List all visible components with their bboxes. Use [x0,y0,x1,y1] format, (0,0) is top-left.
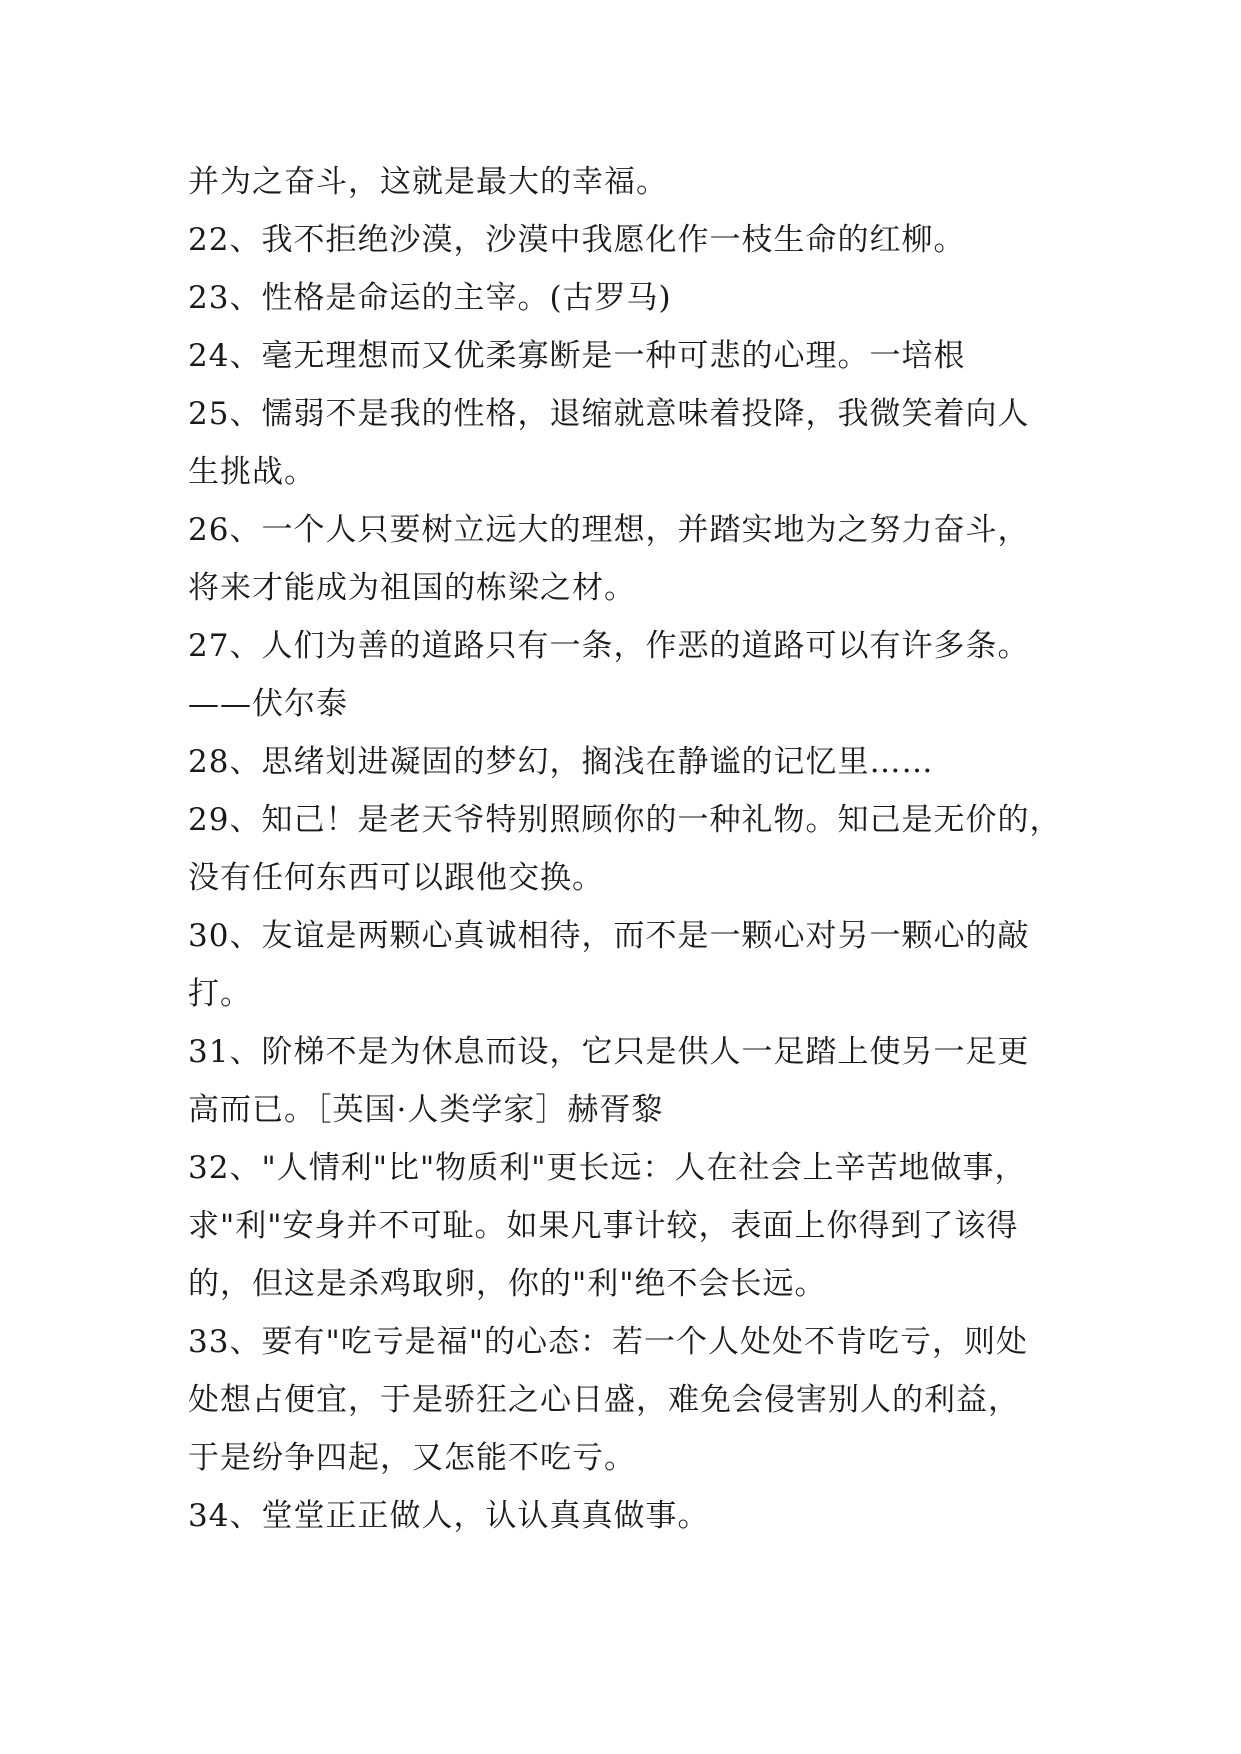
text-line: 34、堂堂正正做人，认认真真做事。 [188,1498,710,1534]
text-line: 没有任何东西可以跟他交换。 [188,860,604,896]
text-line: 27、人们为善的道路只有一条，作恶的道路可以有许多条。 [188,628,1030,664]
text-line: 30、友谊是两颗心真诚相待，而不是一颗心对另一颗心的敲 [188,918,1030,954]
text-line: 高而已。［英国·人类学家］赫胥黎 [188,1092,664,1128]
text-line: 处想占便宜，于是骄狂之心日盛，难免会侵害别人的利益， [188,1382,1020,1418]
text-line: 将来才能成为祖国的栋梁之材。 [188,570,636,606]
text-line: 生挑战。 [188,454,316,490]
text-line: 23、性格是命运的主宰。(古罗马) [188,280,672,316]
text-line: 26、一个人只要树立远大的理想，并踏实地为之努力奋斗， [188,512,1030,548]
text-line: 31、阶梯不是为休息而设，它只是供人一足踏上使另一足更 [188,1034,1030,1070]
text-line: ——伏尔泰 [188,686,348,722]
text-line: 于是纷争四起，又怎能不吃亏。 [188,1440,636,1476]
text-line: 28、思绪划进凝固的梦幻，搁浅在静谧的记忆里…… [188,744,934,780]
text-line: 29、知己！是老天爷特别照顾你的一种礼物。知己是无价的， [188,802,1062,838]
text-line: 25、懦弱不是我的性格，退缩就意味着投降，我微笑着向人 [188,396,1030,432]
text-line: 22、我不拒绝沙漠，沙漠中我愿化作一枝生命的红柳。 [188,222,966,258]
text-line: 并为之奋斗，这就是最大的幸福。 [188,164,668,200]
text-line: 的，但这是杀鸡取卵，你的"利"绝不会长远。 [188,1266,827,1302]
text-line: 32、"人情利"比"物质利"更长远：人在社会上辛苦地做事， [188,1150,1027,1186]
text-line: 求"利"安身并不可耻。如果凡事计较，表面上你得到了该得 [188,1208,1019,1244]
document-body [188,153,1068,1545]
text-line: 24、毫无理想而又优柔寡断是一种可悲的心理。一培根 [188,338,966,374]
text-line: 打。 [188,976,252,1012]
text-line: 33、要有"吃亏是福"的心态：若一个人处处不肯吃亏，则处 [188,1324,1028,1360]
